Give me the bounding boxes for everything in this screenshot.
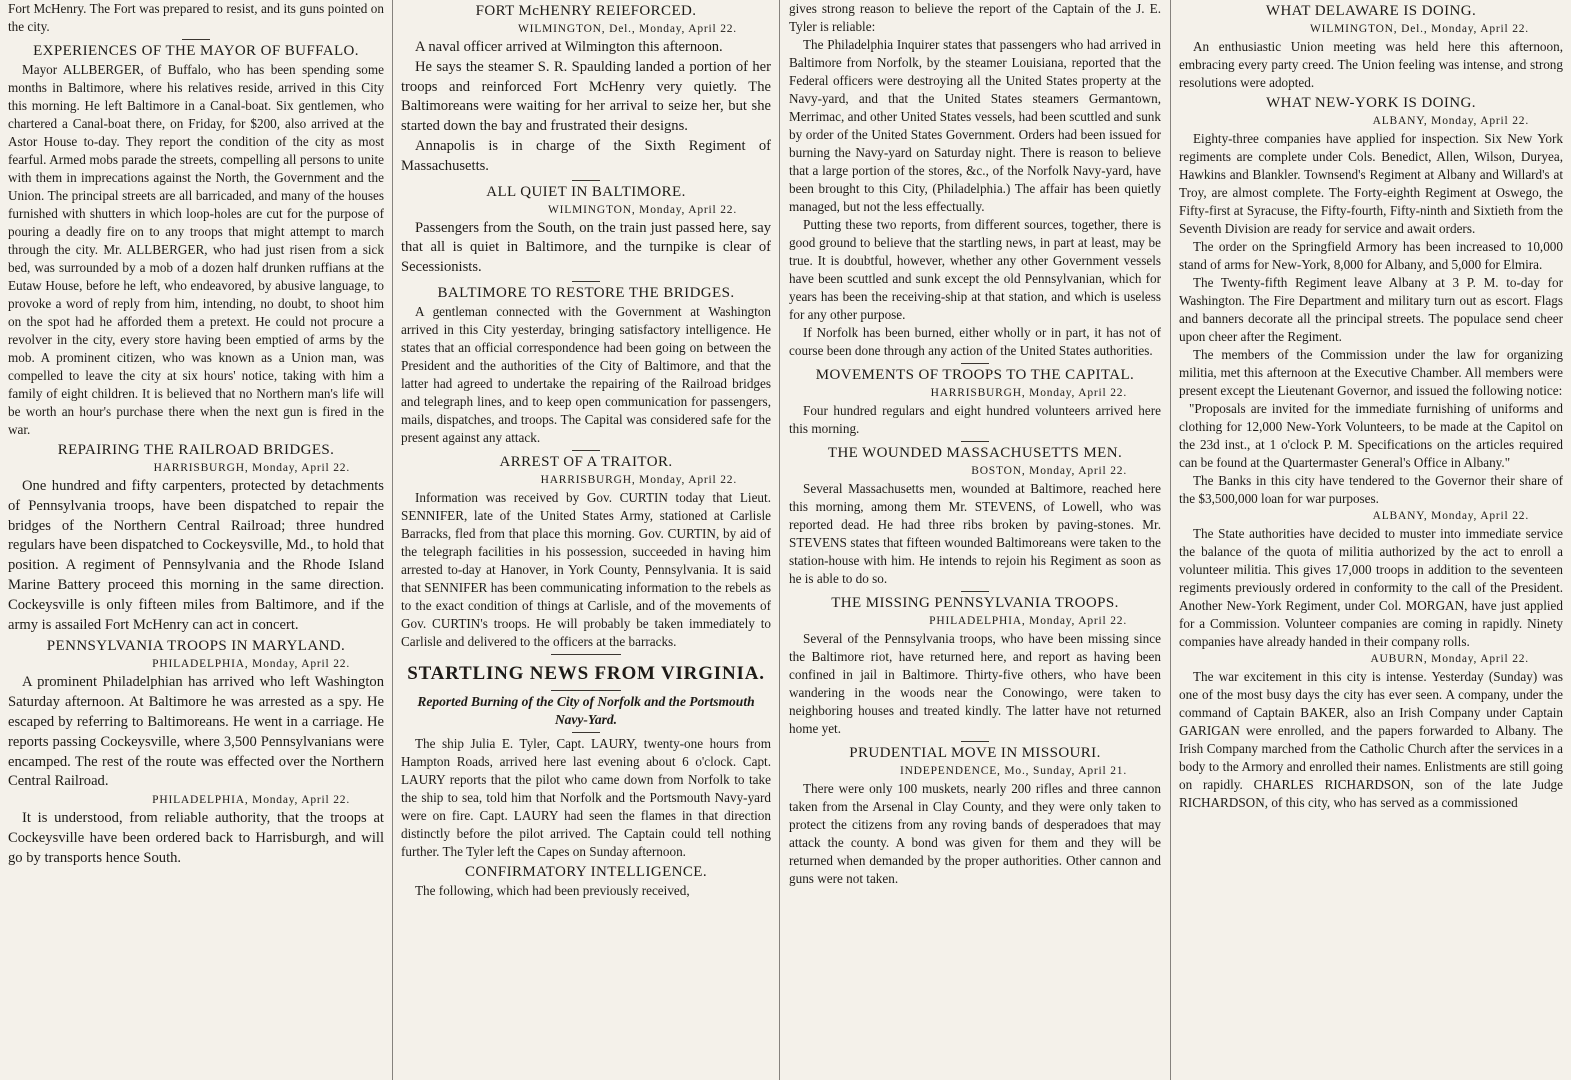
dateline: AUBURN, Monday, April 22.	[1370, 653, 1529, 665]
headline: BALTIMORE TO RESTORE THE BRIDGES.	[437, 284, 735, 301]
headline: THE MISSING PENNSYLVANIA TROOPS.	[831, 595, 1119, 611]
divider	[551, 690, 621, 691]
dateline: PHILADELPHIA, Monday, April 22.	[929, 615, 1127, 627]
article-text: The ship Julia E. Tyler, Capt. LAURY, twenty-one hours from Hampton Roads, arrived here last evening about 6 o'clock. Capt. LAURY reports that the pilot who came down from Norfolk to take the ship to sea, told him that Norfolk and the Portsmouth Navy-yard were on fire. Capt. LAURY had seen the flames in that direction distinctly before the pilot arrived. The Captain could tell nothing further. The Tyler left the Capes on Sunday afternoon.	[401, 735, 771, 859]
column-4	[1179, 0, 1563, 1080]
article-text: It is understood, from reliable authority, that the troops at Cockeysville have been ordered back to Harrisburgh, and will go by transports hence South.	[8, 810, 384, 866]
article-text: Information was received by Gov. CURTIN today that Lieut. SENNIFER, late of the United States Army, stationed at Carlisle Barracks, fled from that place this morning. Gov. CURTIN, by aid of the telegraph facilities in his possession, succeeded in having him arrested to-day at Hanover, in York County, Pennsylvania. It is said that SENNIFER has been communicating information to the rebels as to the exact condition of things at Carlisle, and of the movements of Gov. CURTIN's troops. He will probably be taken immediately to Carlisle and delivered to the officers at the barracks.	[401, 489, 771, 649]
divider	[182, 39, 210, 40]
dateline: PHILADELPHIA, Monday, April 22.	[152, 658, 350, 671]
article-quote: "Proposals are invited for the immediate furnishing of uniforms and clothing for 12,000 New-York Volunteers, to be made at the Capitol on the 23d inst., at 1 o'clock P. M. Specifications on the articles required can be found at the Quartermaster General's Office in Albany."	[1179, 401, 1563, 470]
article-text: A prominent Philadelphian has arrived who left Washington Saturday afternoon. At Baltimore he was arrested as a spy. He escaped by referring to Baltimoreans. He went in a carriage. He reports passing Cockeysville, where 3,500 Pennsylvanians were encamped. The rest of the route was effected over the Northern Central Railroad.	[8, 674, 384, 790]
article-text: There were only 100 muskets, nearly 200 rifles and three cannon taken from the Arsenal in Clay County, and they were only taken to protect the citizens from any roving bands of desperadoes that may attack the county. A bond was given for them and they will be returned when demanded by the proper authorities. Other cannon and guns were not taken.	[789, 781, 1161, 886]
dateline: WILMINGTON, Del., Monday, April 22.	[1309, 23, 1529, 35]
dateline: HARRISBURGH, Monday, April 22.	[153, 462, 350, 474]
article-text: If Norfolk has been burned, either wholly or in part, it has not of course been done through any action of the United States authorities.	[789, 325, 1161, 358]
article-text: Annapolis is in charge of the Sixth Regiment of Massachusetts.	[401, 137, 771, 174]
article-text: The Banks in this city have tendered to the Governor their share of the $3,500,000 loan for war purposes.	[1179, 473, 1563, 506]
article-text: Putting these two reports, from different sources, together, there is good ground to believe that the startling news, in part at least, may be true. It is doubtful, however, whether any other Government vessels have been scuttled and sunk except the old Pennsylvanian, which for years has been the receiving-ship at that station, and which is useless for any other purpose.	[789, 217, 1161, 322]
headline: REPAIRING THE RAILROAD BRIDGES.	[57, 442, 335, 458]
dateline: PHILADELPHIA, Monday, April 22.	[152, 794, 350, 807]
column-3	[789, 0, 1161, 1080]
dateline: ALBANY, Monday, April 22.	[1372, 510, 1529, 522]
article-text: A gentleman connected with the Government at Washington arrived in this City yesterday, bringing satisfactory intelligence. He states that an official correspondence had been going on between the President and the authorities of the City of Baltimore, and that the latter had agreed to undertake the repairing of the Railroad bridges and telegraph lines, and to keep open communication for passengers, mails, dispatches, and troops. The Capital was considered safe for the present against any attack.	[401, 303, 771, 445]
divider	[961, 363, 989, 364]
divider	[961, 591, 989, 592]
divider	[551, 654, 621, 655]
headline: PENNSYLVANIA TROOPS IN MARYLAND.	[46, 638, 346, 655]
dateline: HARRISBURGH, Monday, April 22.	[540, 473, 737, 486]
divider	[572, 450, 600, 451]
article-text: Eighty-three companies have applied for inspection. Six New York regiments are complete under Cols. Benedict, Allen, Wilson, Duryea, Hawkins and Blankler. Townsend's Regiment at Albany and Willard's at Troy, are almost complete. The Forty-eighth Regiment at Oswego, the Fifty-first at Syracuse, the Fifty-fourth, Fifty-ninth and Sixtieth from the Seventh Division are ready for service and await orders.	[1179, 131, 1563, 236]
dateline: ALBANY, Monday, April 22.	[1372, 115, 1529, 127]
dateline: INDEPENDENCE, Mo., Sunday, April 21.	[899, 765, 1127, 777]
article-text: Mayor ALLBERGER, of Buffalo, who has been spending some months in Baltimore, where his relatives reside, arrived in this City this morning. He left Baltimore in a Canal-boat. Six gentlemen, who chartered a Canal-boat there, on Friday, for $200, also arrived at the Astor House to-day. They report the condition of the city as most fearful. Armed mobs parade the streets, compelling all persons to unite with them in imprecations against the North, the Government and the Union. The principal streets are all barricaded, and many of the houses furnished with shutters in which loop-holes are cut for the purpose of pouring a deadly fire on to any troops that might attempt to march through the city. Mr. ALLBERGER, who had just risen from a sick bed, was surrounded by a mob of a dozen half drunken ruffians at the Eutaw House, before he left, who endeavored, by abusive language, to provoke a word of reply from him, intending, no doubt, to shoot him on the spot had he afforded them a pretext. He could not procure a revolver in the city, every store having been emptied of arms by the mob. A prominent citizen, who was known as a Union man, was compelled to leave the city at six hours' notice, taking with him a family of eight children. It is believed that no Northern man's life will be worth an hour's purchase there when the next gun is fired in the war.	[8, 62, 384, 437]
divider	[572, 732, 600, 733]
headline: EXPERIENCES OF THE MAYOR OF BUFFALO.	[33, 43, 359, 59]
dateline: HARRISBURGH, Monday, April 22.	[930, 387, 1127, 399]
headline: THE WOUNDED MASSACHUSETTS MEN.	[827, 445, 1123, 461]
column-2	[401, 0, 771, 1080]
article-text: The Philadelphia Inquirer states that passengers who had arrived in Baltimore from Norfolk, by the steamer Louisiana, reported that the Federal officers were destroying all the United States property at the Navy-yard, and that the United States steamers Germantown, Merrimac, and other United States vessels, had been scuttled and sunk by order of the United States Government. Orders had been issued for burning the Navy-yard on Saturday night. There is reason to believe that a large portion of the stores, &c., of the Norfolk Navy-yard, have been brought to this City, (Philadelphia.) The affair has been quietly managed, but not the less effectually.	[789, 37, 1161, 214]
divider	[572, 281, 600, 282]
article-text: Passengers from the South, on the train just passed here, say that all is quiet in Baltimore, and the turnpike is clear of Secessionists.	[401, 219, 771, 276]
dateline: BOSTON, Monday, April 22.	[971, 465, 1127, 477]
article-text: The State authorities have decided to muster into immediate service the balance of the quota of militia authorized by the act to enroll a volunteer militia. This gives 17,000 troops in addition to the seventeen regiments previously ordered in conformity to the call of the President. Another New-York Regiment, under Col. MORGAN, have just applied for a Commission. Volunteer companies are coming in rapidly. Ninety companies have already handed in their company rolls.	[1179, 526, 1563, 649]
article-text: The members of the Commission under the law for organizing militia, met this afternoon at the Executive Chamber. All members were present except the Lieutenant Governor, and issued the following notice:	[1179, 347, 1563, 398]
article-text: A naval officer arrived at Wilmington this afternoon.	[415, 39, 723, 55]
column-rule	[779, 0, 780, 1080]
headline: PRUDENTIAL MOVE IN MISSOURI.	[849, 745, 1101, 761]
article-text: gives strong reason to believe the report of the Captain of the J. E. Tyler is reliable:	[789, 1, 1161, 34]
divider	[572, 180, 600, 181]
headline: ALL QUIET IN BALTIMORE.	[486, 183, 686, 200]
article-text: The war excitement in this city is intense. Yesterday (Sunday) was one of the most busy days the city has ever seen. A company, under the command of Captain BAKER, also an Irish Company under Captain GARIGAN were enrolled, and the papers forwarded to Albany. The Irish Company marched from the Catholic Church after the services in a body to the Armory and enrolled their names. Enlistments are still going on rapidly. CHARLES RICHARDSON, son of the late Judge RICHARDSON, of this city, who has served as a commissioned	[1179, 669, 1563, 810]
headline: CONFIRMATORY INTELLIGENCE.	[464, 863, 708, 880]
divider	[961, 441, 989, 442]
article-text: Several of the Pennsylvania troops, who have been missing since the Baltimore riot, have returned here, and report as having been confined in jail in Baltimore. Thirty-five others, who have been wandering in the woods near the Conowingo, were taken to neighboring houses and treated kindly. The latter have not returned home yet.	[789, 631, 1161, 736]
headline: FORT McHENRY REIEFORCED.	[475, 3, 697, 19]
column-rule	[1170, 0, 1171, 1080]
headline-banner: STARTLING NEWS FROM VIRGINIA.	[407, 662, 765, 684]
article-text: One hundred and fifty carpenters, protected by detachments of Pennsylvania troops, have been dispatched to repair the bridges of the Northern Central Railroad; three hundred regulars have been dispatched to Cockeysville, Md., to hold that position. A regiment of Pennsylvania and the Rhode Island Marine Battery proceed this morning in the same direction. Cockeysville is only fifteen miles from Baltimore, and if the army is assailed Fort McHenry can act in concert.	[8, 478, 384, 633]
subheadline: Reported Burning of the City of Norfolk and the Portsmouth Navy-Yard.	[417, 693, 755, 727]
article-text: The following, which had been previously received,	[415, 882, 690, 898]
article-text: Four hundred regulars and eight hundred volunteers arrived here this morning.	[789, 403, 1161, 436]
headline: WHAT NEW-YORK IS DOING.	[1266, 95, 1476, 111]
headline: WHAT DELAWARE IS DOING.	[1265, 3, 1477, 19]
headline: ARREST OF A TRAITOR.	[499, 453, 673, 470]
article-text: Fort McHenry. The Fort was prepared to resist, and its guns pointed on the city.	[8, 1, 384, 34]
article-text: The order on the Springfield Armory has been increased to 10,000 stand of arms for New-York, 8,000 for Albany, and 5,000 for Elmira.	[1179, 239, 1563, 272]
article-text: He says the steamer S. R. Spaulding landed a portion of her troops and reinforced Fort McHenry very quietly. The Baltimoreans were waiting for her arrival to seize her, but she started down the bay and frustrated their designs.	[401, 58, 771, 135]
headline: MOVEMENTS OF TROOPS TO THE CAPITAL.	[815, 367, 1135, 383]
divider	[961, 741, 989, 742]
column-1	[8, 0, 384, 1080]
dateline: WILMINGTON, Monday, April 22.	[548, 203, 737, 216]
dateline: WILMINGTON, Del., Monday, April 22.	[517, 23, 737, 35]
article-text: Several Massachusetts men, wounded at Baltimore, reached here this morning, among them Mr. STEVENS, of Lowell, who was reported dead. He had three ribs broken by paving-stones. Mr. STEVENS states that fifteen wounded Baltimoreans were taken to the station-house with him. He intends to rejoin his Regiment as soon as he is able to do so.	[789, 481, 1161, 586]
column-rule	[392, 0, 393, 1080]
article-text: The Twenty-fifth Regiment leave Albany at 3 P. M. to-day for Washington. The Fire Department and military turn out as escort. Flags and banners decorate all the principal streets. The populace send cheer upon cheer after the Regiment.	[1179, 275, 1563, 344]
article-text: An enthusiastic Union meeting was held here this afternoon, embracing every party creed. The Union feeling was intense, and strong resolutions were adopted.	[1179, 39, 1563, 90]
